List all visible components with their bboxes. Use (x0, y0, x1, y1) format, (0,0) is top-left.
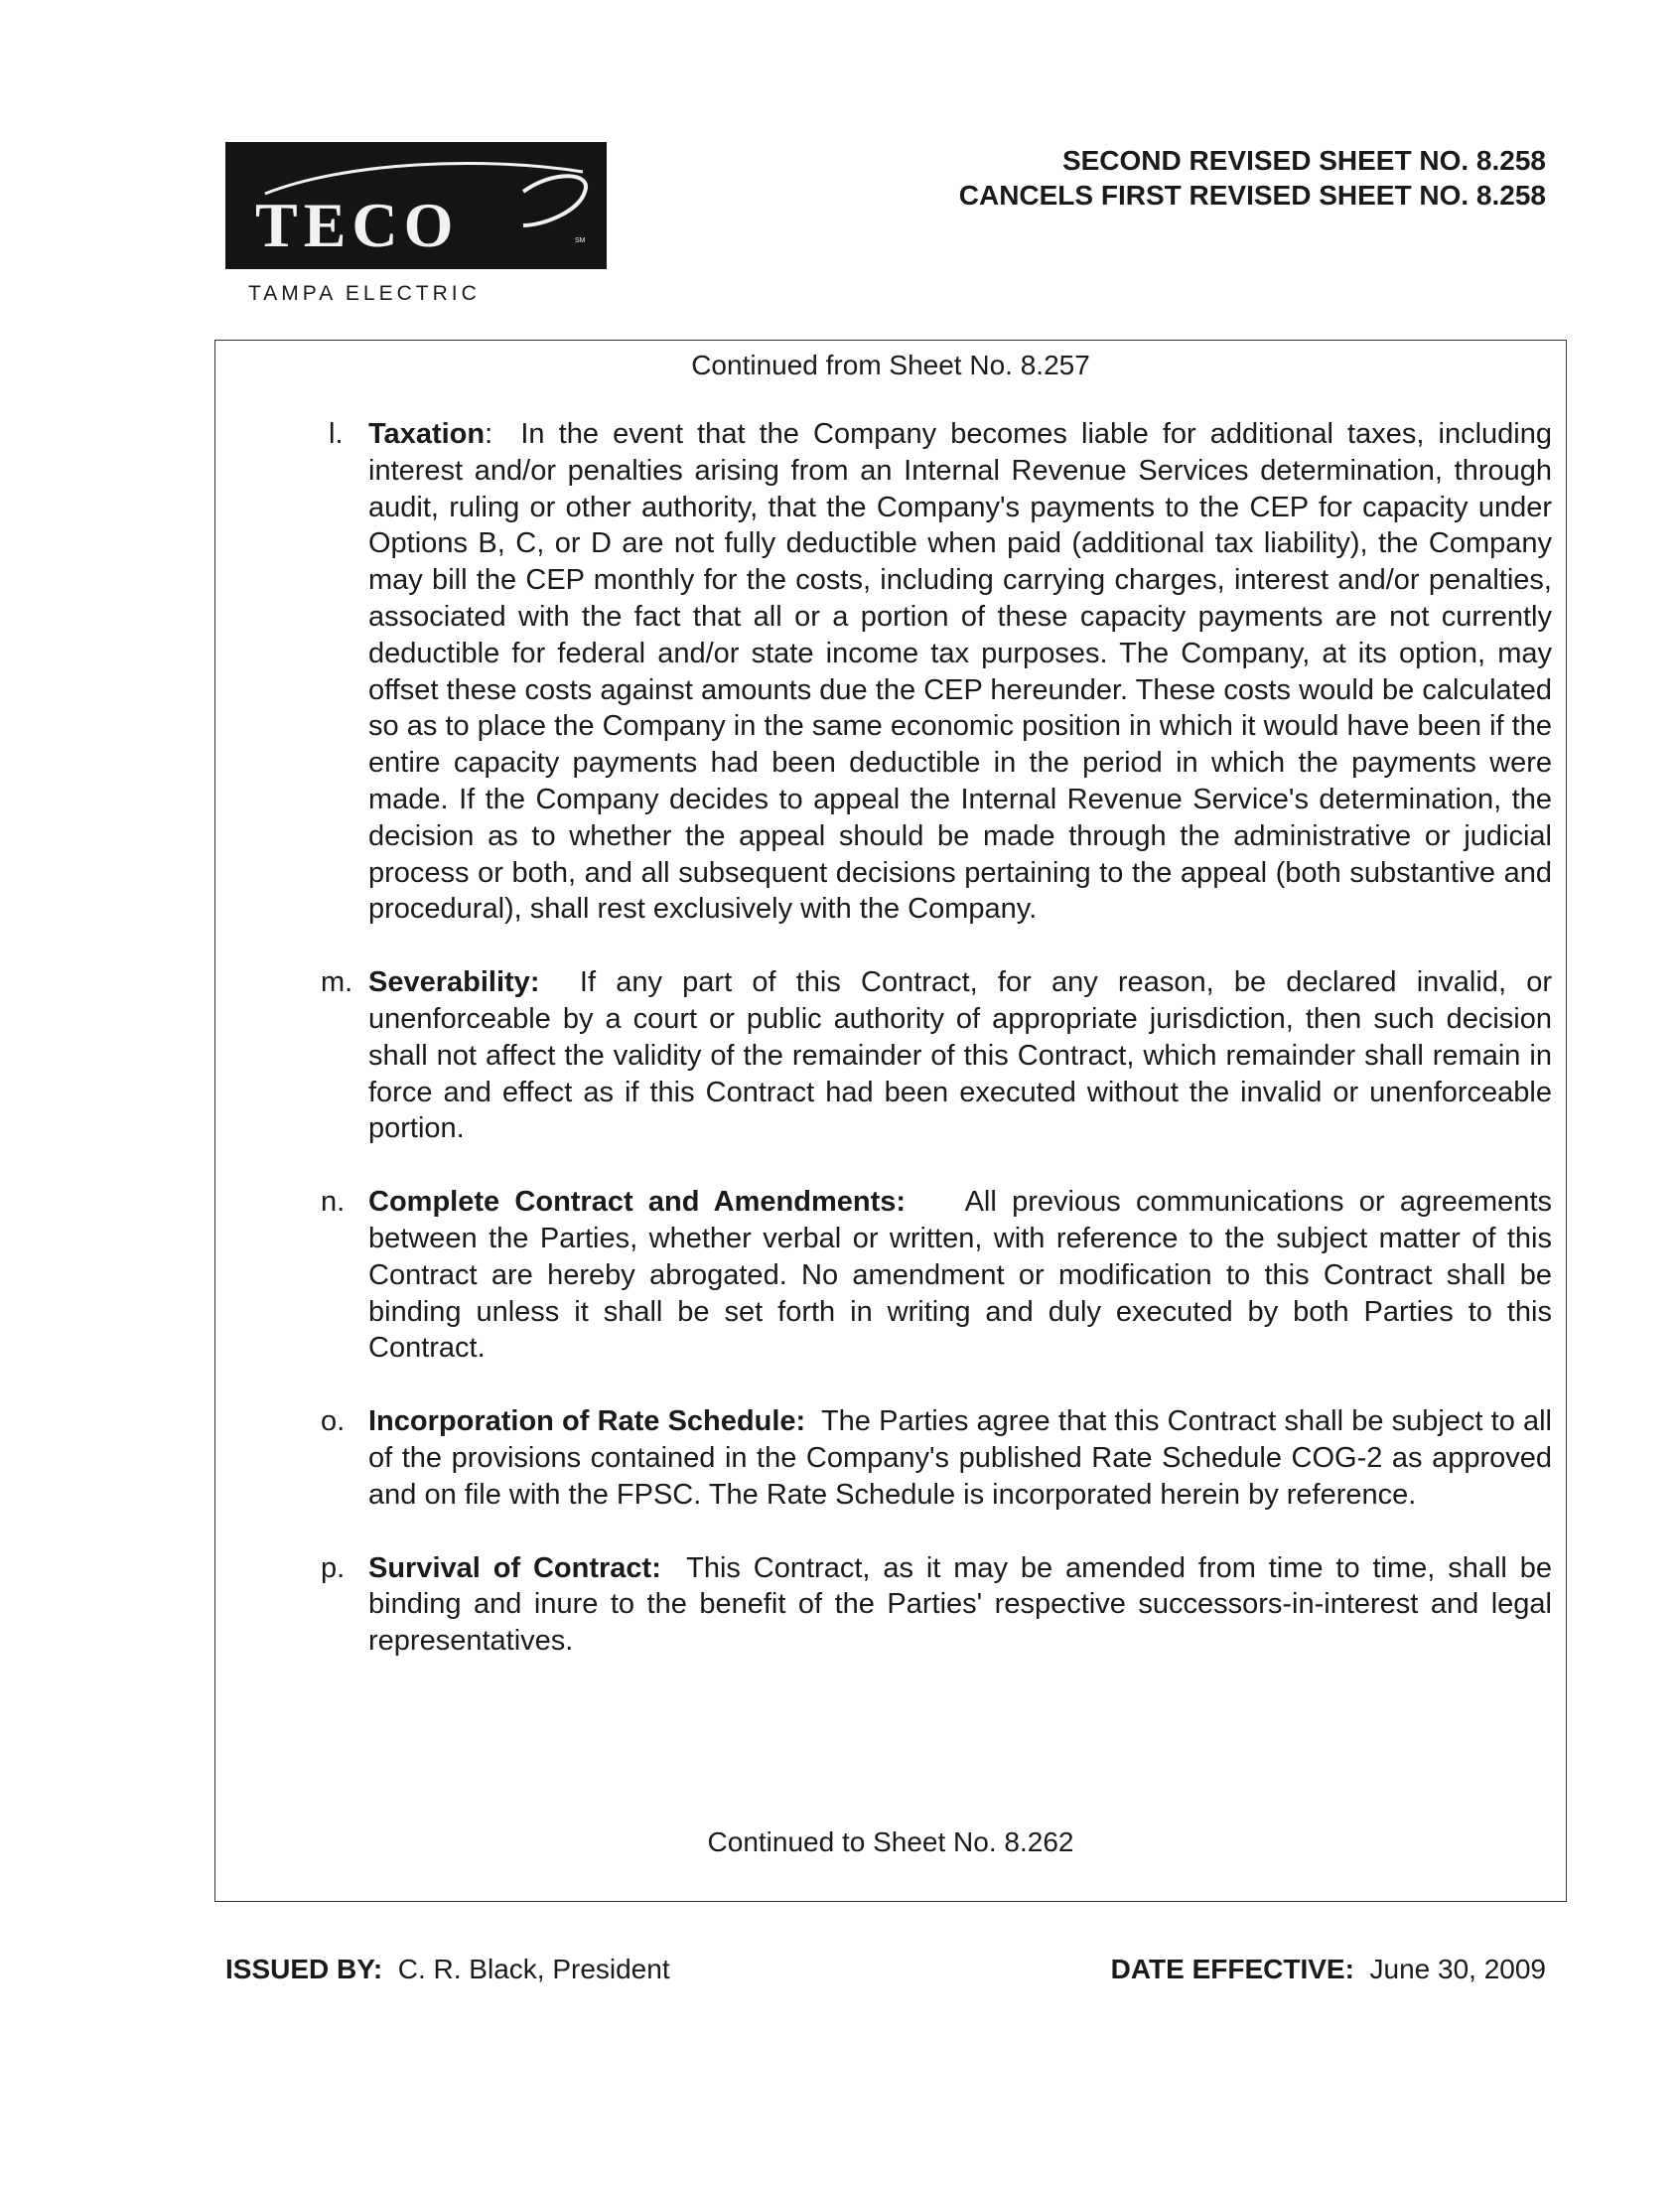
provision-text (368, 1184, 1552, 1367)
continued-to-note: Continued to Sheet No. 8.262 (707, 1826, 1074, 1857)
cancels-sheet-number: CANCELS FIRST REVISED SHEET NO. 8.258 (958, 180, 1546, 211)
provision-title: Survival of Contract: (368, 1551, 661, 1584)
date-effective (1111, 1953, 1546, 1986)
provision-item-severability (215, 964, 1566, 1147)
provision-body: The Parties agree that this Contract shall be subject to all of the provisions contained in the Company's published Rate Schedule COG-2 as approved and on file with the FPSC. The Rate Schedule is incorporated herein by reference. (368, 1405, 1553, 1511)
provision-text (368, 416, 1552, 928)
logo-trademark: SM (575, 237, 586, 244)
provision-title: Taxation (368, 418, 486, 450)
tariff-body-frame (214, 340, 1567, 1902)
provision-body: This Contract, as it may be amended from time to time, shall be binding and inure to the benefit of the Parties' respective successors-in-interest and legal representatives. (368, 1551, 1552, 1658)
logo-wordmark: TECO (255, 190, 460, 260)
sheet-header (959, 143, 1546, 213)
teco-logo (225, 142, 607, 269)
provision-letter: m. (321, 966, 353, 999)
provision-letter: o. (321, 1405, 346, 1438)
issued-by-value: C. R. Black, President (397, 1954, 670, 1984)
provision-item-taxation (215, 416, 1566, 928)
provision-title: Incorporation of Rate Schedule: (368, 1405, 806, 1438)
issued-by-label: ISSUED BY: (225, 1954, 383, 1984)
provision-item-complete-contract (215, 1184, 1566, 1367)
provision-letter: p. (321, 1551, 346, 1584)
provision-text (368, 1550, 1552, 1660)
provision-title: Complete Contract and Amendments: (368, 1186, 907, 1219)
issued-by (225, 1953, 670, 1986)
continued-from-note: Continued from Sheet No. 8.257 (691, 350, 1090, 380)
provision-body: All previous communications or agreements between the Parties, whether verbal or written, with reference to the subject matter of this Contract are hereby abrogated. No amendment or modification to this Contract shall be binding unless it shall be set forth in writing and duly executed by both Parties to this Contract. (368, 1186, 1552, 1365)
provision-letter: n. (321, 1186, 346, 1219)
provision-title-suffix: : (485, 418, 493, 450)
date-effective-label: DATE EFFECTIVE: (1110, 1954, 1354, 1984)
logo-subtitle: TAMPA ELECTRIC (248, 282, 481, 305)
provision-body: If any part of this Contract, for any reason, be declared invalid, or unenforceable by a court or public authority of appropriate jurisdiction, then such decision shall not affect the validity of the remainder of this Contract, which remainder shall remain in force and effect as if this Contract had been executed without the invalid or unenforceable portion. (368, 966, 1552, 1145)
sheet-number: SECOND REVISED SHEET NO. 8.258 (1061, 145, 1546, 176)
provision-title: Severability: (368, 966, 540, 999)
provision-text (368, 1403, 1552, 1513)
provision-list (215, 416, 1566, 1696)
provision-item-survival (215, 1550, 1566, 1660)
provision-letter: l. (329, 418, 344, 450)
provision-body: In the event that the Company becomes liable for additional taxes, including interest and/or penalties arising from an Internal Revenue Services determination, through audit, ruling or other authority, that the Company's payments to the CEP for capacity under Options B, C, or D are not fully deductible when paid (additional tax liability), the Company may bill the CEP monthly for the costs, including carrying charges, interest and/or penalties, associated with the fact that all or a portion of these capacity payments are not currently deductible for federal and/or state income tax purposes. The Company, at its option, may offset these costs against amounts due the CEP hereunder. These costs would be calculated so as to place the Company in the same economic position in which it would have been if the entire capacity payments had been deductible in the period in which the payments were made. If the Company decides to appeal the Internal Revenue Service's determination, the decision as to whether the appeal should be made through the administrative or judicial process or both, and all subsequent decisions pertaining to the appeal (both substantive and procedural), shall rest exclusively with the Company. (368, 418, 1552, 926)
provision-text (368, 964, 1552, 1147)
date-effective-value: June 30, 2009 (1369, 1954, 1546, 1984)
provision-item-rate-schedule (215, 1403, 1566, 1513)
